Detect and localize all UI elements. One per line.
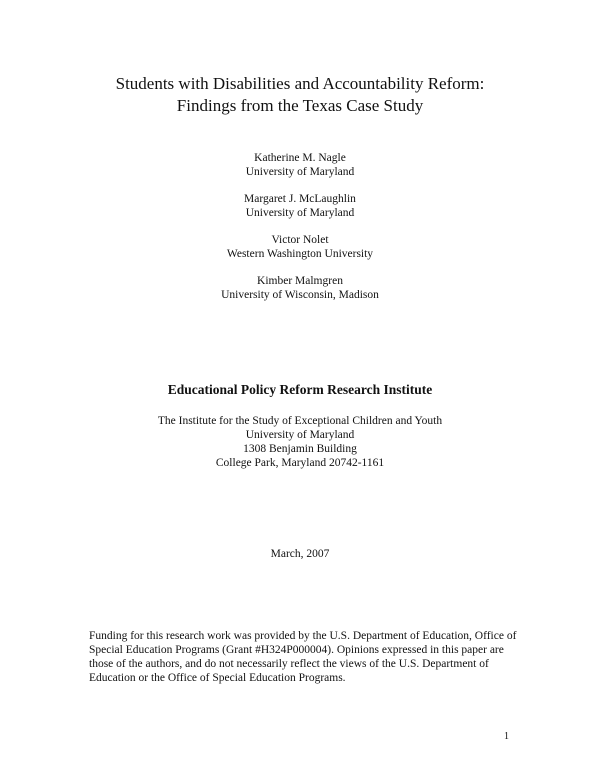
funding-line: those of the authors, and do not necessarily reflect the views of the U.S. Department of	[89, 658, 489, 670]
funding-line: Funding for this research work was provided by the U.S. Department of Education, Office of	[89, 630, 517, 642]
author-affiliation: University of Maryland	[245, 166, 355, 178]
funding-statement	[89, 629, 569, 685]
author-name: Katherine M. Nagle	[254, 152, 346, 164]
document-title	[0, 73, 600, 117]
funding-line: Education or the Office of Special Education Programs.	[89, 672, 346, 684]
author-block	[0, 151, 600, 179]
page-number: 1	[504, 731, 509, 742]
title-line-1: Students with Disabilities and Accountability Reform:	[115, 74, 485, 93]
author-name: Margaret J. McLaughlin	[244, 193, 356, 205]
author-affiliation: University of Maryland	[245, 207, 355, 219]
author-affiliation: Western Washington University	[226, 248, 374, 260]
title-line-2: Findings from the Texas Case Study	[176, 96, 424, 115]
author-name: Victor Nolet	[271, 234, 329, 246]
address-line: 1308 Benjamin Building	[243, 443, 357, 455]
author-block	[0, 192, 600, 220]
author-block	[0, 233, 600, 261]
address-line: University of Maryland	[245, 429, 355, 441]
author-name: Kimber Malmgren	[257, 275, 343, 287]
author-block	[0, 274, 600, 302]
publication-date: March, 2007	[270, 548, 330, 560]
address-line: College Park, Maryland 20742-1161	[215, 457, 385, 469]
institute-address	[0, 414, 600, 470]
address-line: The Institute for the Study of Exceptional Children and Youth	[157, 415, 443, 427]
funding-line: Special Education Programs (Grant #H324P000004). Opinions expressed in this paper are	[89, 644, 504, 656]
institute-heading: Educational Policy Reform Research Institute	[167, 382, 433, 397]
author-list	[0, 151, 600, 315]
author-affiliation: University of Wisconsin, Madison	[221, 289, 379, 301]
